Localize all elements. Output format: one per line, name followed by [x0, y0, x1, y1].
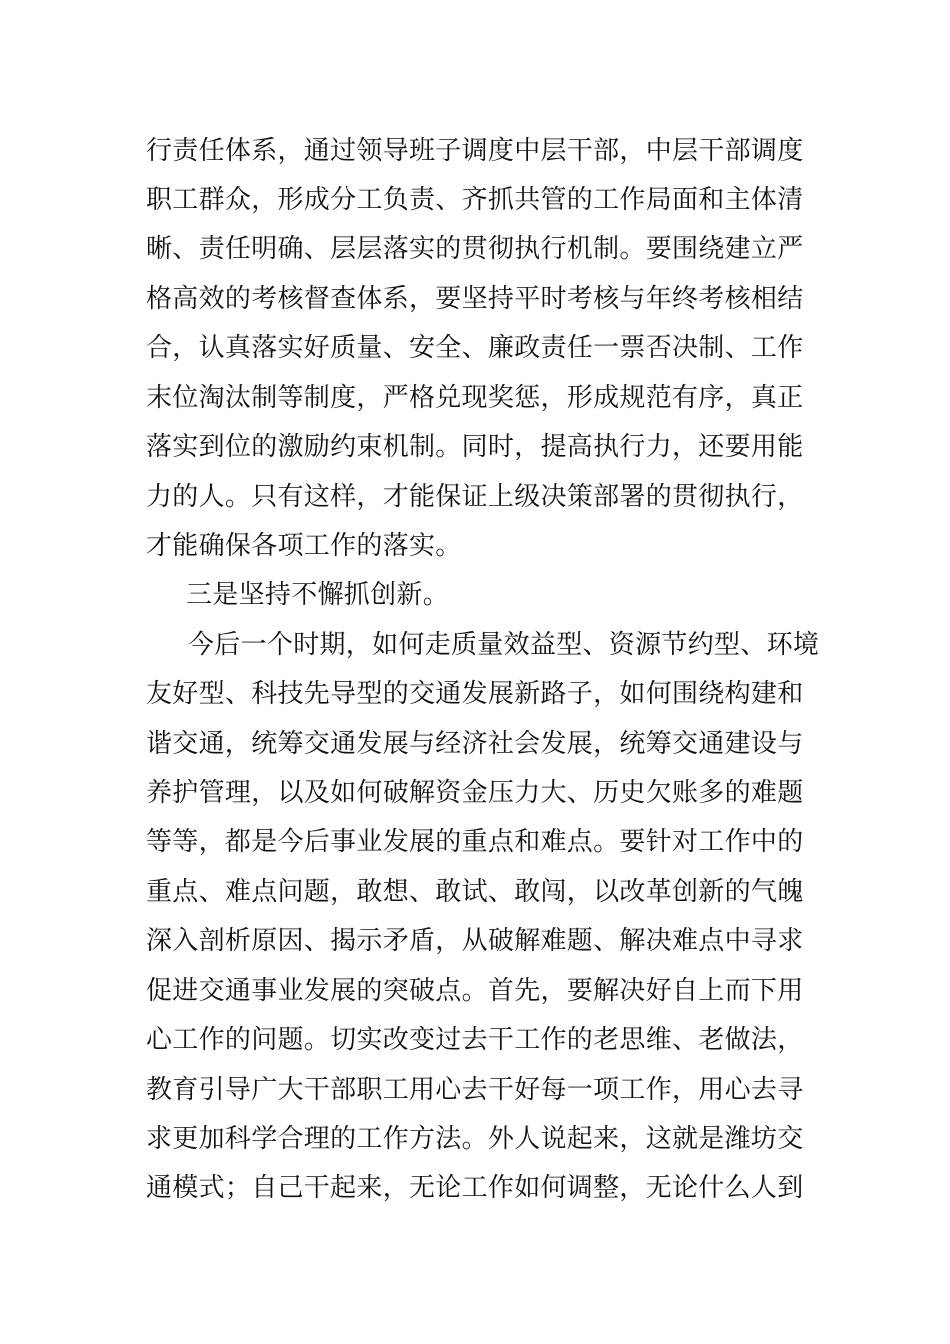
text-line: 落实到位的激励约束机制。同时，提高执行力，还要用能: [146, 432, 804, 462]
text-line: 才能确保各项工作的落实。: [146, 531, 462, 561]
text-line: 末位淘汰制等制度，严格兑现奖惩，形成规范有序，真正: [146, 383, 804, 413]
text-line: 等等，都是今后事业发展的重点和难点。要针对工作中的: [146, 827, 804, 857]
text-line: 促进交通事业发展的突破点。首先，要解决好自上而下用: [146, 976, 804, 1006]
text-line: 今后一个时期，如何走质量效益型、资源节约型、环境: [188, 630, 820, 660]
text-line: 晰、责任明确、层层落实的贯彻执行机制。要围绕建立严: [146, 234, 804, 264]
text-line: 行责任体系，通过领导班子调度中层干部，中层干部调度: [146, 136, 804, 166]
text-line: 教育引导广大干部职工用心去干好每一项工作，用心去寻: [146, 1075, 804, 1105]
text-line: 通模式；自己干起来，无论工作如何调整，无论什么人到: [146, 1173, 804, 1203]
text-line: 力的人。只有这样，才能保证上级决策部署的贯彻执行，: [146, 482, 804, 512]
text-line: 求更加科学合理的工作方法。外人说起来，这就是潍坊交: [146, 1124, 804, 1154]
text-line: 谐交通，统筹交通发展与经济社会发展，统筹交通建设与: [146, 729, 804, 759]
text-line: 友好型、科技先导型的交通发展新路子，如何围绕构建和: [146, 679, 804, 709]
text-line: 合，认真落实好质量、安全、廉政责任一票否决制、工作: [146, 333, 804, 363]
text-line: 重点、难点问题，敢想、敢试、敢闯，以改革创新的气魄: [146, 877, 804, 907]
text-line: 深入剖析原因、揭示矛盾，从破解难题、解决难点中寻求: [146, 926, 804, 956]
section-heading: 三是坚持不懈抓创新。: [186, 580, 450, 610]
text-line: 职工群众，形成分工负责、齐抓共管的工作局面和主体清: [146, 185, 804, 215]
text-line: 养护管理，以及如何破解资金压力大、历史欠账多的难题: [146, 778, 804, 808]
text-line: 心工作的问题。切实改变过去干工作的老思维、老做法，: [146, 1025, 804, 1055]
text-line: 格高效的考核督查体系，要坚持平时考核与年终考核相结: [146, 284, 804, 314]
